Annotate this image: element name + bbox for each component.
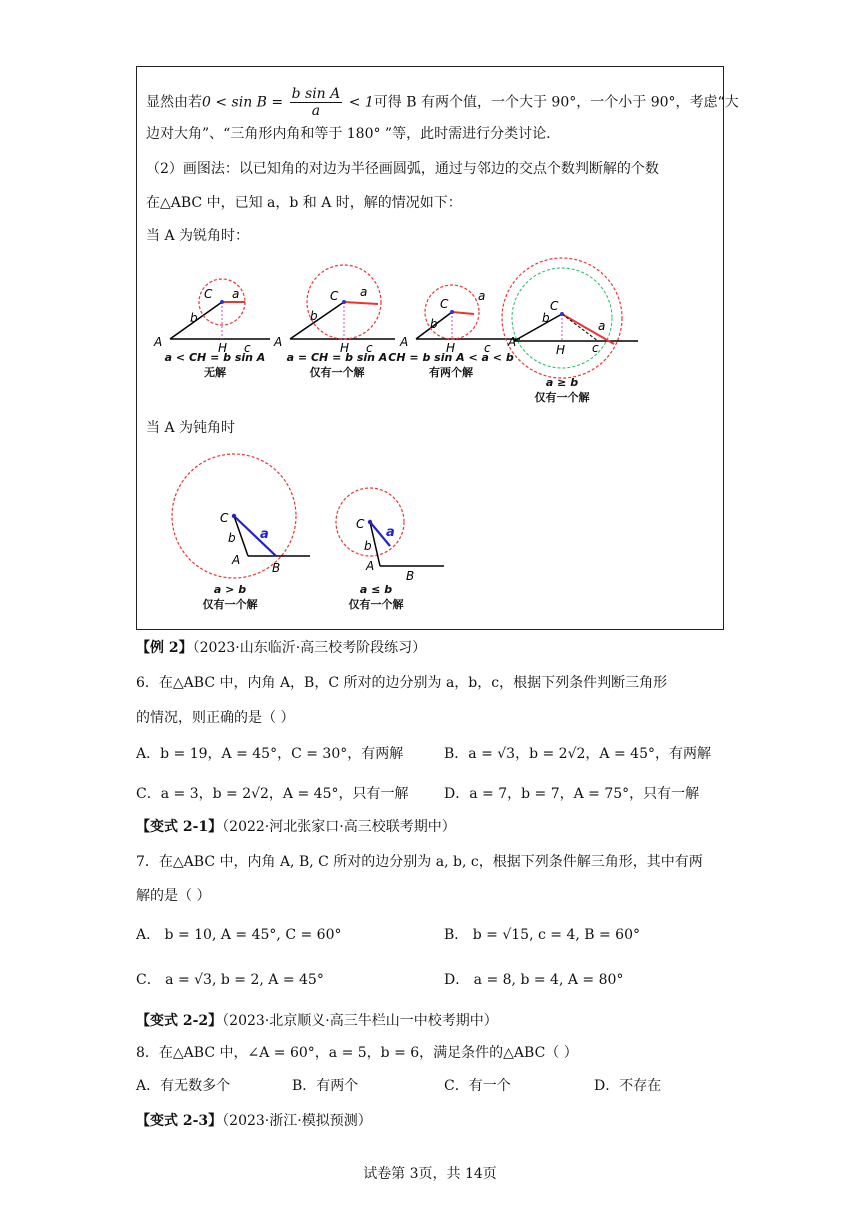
- variant23-header: 【变式 2-3】（2023·浙江·模拟预测）: [136, 1113, 372, 1129]
- example2-header: 【例 2】（2023·山东临沂·高三校考阶段练习）: [136, 640, 427, 656]
- obtuse-case-1-figure: [172, 454, 310, 578]
- svg-text:C: C: [220, 511, 229, 525]
- example2-option-a: A．b = 19，A = 45°，C = 30°，有两解: [136, 746, 404, 762]
- svg-text:c: c: [244, 341, 251, 355]
- svg-text:H: H: [218, 341, 228, 355]
- example2-option-c: C．a = 3，b = 2√2，A = 45°，只有一解: [136, 786, 409, 802]
- page-footer: 试卷第 3页，共 14页: [363, 1166, 497, 1182]
- obtuse-case-2-caption: a ≤ b 仅有一个解: [348, 583, 404, 611]
- variant21-option-c: C． a = √3, b = 2, A = 45°: [136, 972, 324, 988]
- svg-text:a: a: [232, 287, 240, 301]
- box-line-2: 边对大角”、“三角形内角和等于 180° ”等，此时需进行分类讨论.: [146, 126, 551, 142]
- obtuse-case-2-figure: [336, 488, 444, 583]
- variant21-option-d: D． a = 8, b = 4, A = 80°: [444, 972, 624, 988]
- svg-text:A: A: [508, 335, 517, 349]
- svg-text:A: A: [366, 559, 375, 573]
- variant22-stem: 8．在△ABC 中，∠A = 60°，a = 5，b = 6，满足条件的△ABC（ ）: [136, 1045, 578, 1061]
- svg-text:H: H: [340, 341, 350, 355]
- acute-case-4-caption: a ≥ b 仅有一个解: [534, 376, 590, 404]
- svg-text:C: C: [550, 299, 559, 313]
- acute-case-3-caption: CH = b sin A < a < b 有两个解: [388, 351, 514, 379]
- svg-text:A: A: [274, 335, 283, 349]
- variant22-option-d: D．不存在: [594, 1078, 662, 1094]
- svg-text:A: A: [154, 335, 163, 349]
- variant21-option-b: B． b = √15, c = 4, B = 60°: [444, 927, 640, 943]
- svg-text:B: B: [272, 561, 281, 575]
- example2-stem-2: 的情况，则正确的是（ ）: [136, 710, 295, 726]
- svg-text:b: b: [228, 531, 236, 545]
- svg-text:B: B: [406, 569, 415, 583]
- svg-text:a: a: [386, 525, 395, 540]
- example2-stem-1: 6．在△ABC 中，内角 A，B，C 所对的边分别为 a，b，c，根据下列条件判断三角形: [136, 675, 668, 691]
- variant21-stem-1: 7．在△ABC 中，内角 A, B, C 所对的边分别为 a, b, c，根据下列条件解三角形，其中有两: [136, 854, 703, 870]
- svg-text:a: a: [478, 289, 486, 303]
- obtuse-case-1-caption: a > b 仅有一个解: [202, 583, 258, 611]
- example2-option-b: B．a = √3，b = 2√2，A = 45°，有两解: [444, 746, 711, 762]
- svg-text:H: H: [446, 341, 456, 355]
- variant21-stem-2: 解的是（ ）: [136, 888, 211, 904]
- svg-text:b: b: [190, 311, 198, 325]
- svg-text:C: C: [330, 289, 339, 303]
- box-line-1: 显然由若0 < sin B = $\frac{\text{b sin A}}{a}$ < 1可得 B 有两个值，一个大于 90°，一个小于 90°，考虑“大: [146, 86, 739, 119]
- svg-text:a: a: [260, 527, 269, 542]
- svg-text:a: a: [598, 319, 606, 333]
- svg-text:C: C: [204, 287, 213, 301]
- obtuse-diagrams: [160, 448, 480, 588]
- svg-text:H: H: [556, 343, 566, 357]
- box-line-4: 在△ABC 中，已知 a，b 和 A 时，解的情况如下：: [146, 195, 462, 211]
- svg-text:a: a: [360, 285, 368, 299]
- svg-text:b: b: [430, 317, 438, 331]
- svg-text:b: b: [542, 311, 550, 325]
- variant21-header: 【变式 2-1】（2022·河北张家口·高三校联考期中）: [136, 819, 456, 835]
- acute-case-2-caption: a = CH = b sin A 仅有一个解: [286, 351, 388, 379]
- svg-text:c: c: [366, 341, 373, 355]
- svg-text:C: C: [440, 297, 449, 311]
- acute-case-1-figure: [153, 279, 270, 355]
- variant22-option-a: A．有无数多个: [136, 1078, 231, 1094]
- acute-case-4-figure: [502, 258, 638, 378]
- box-line-3: （2）画图法：以已知角的对边为半径画圆弧，通过与邻边的交点个数判断解的个数: [146, 161, 659, 177]
- svg-text:b: b: [364, 539, 372, 553]
- svg-text:b: b: [310, 309, 318, 323]
- variant21-option-a: A． b = 10, A = 45°, C = 60°: [136, 927, 342, 943]
- example2-option-d: D．a = 7，b = 7，A = 75°，只有一解: [444, 786, 700, 802]
- variant22-option-c: C．有一个: [444, 1078, 511, 1094]
- variant22-header: 【变式 2-2】（2023·北京顺义·高三牛栏山一中校考期中）: [136, 1013, 498, 1029]
- variant22-option-b: B．有两个: [292, 1078, 359, 1094]
- acute-case-1-caption: a < CH = b sin A 无解: [164, 351, 266, 379]
- svg-text:A: A: [400, 335, 409, 349]
- svg-text:c: c: [592, 341, 599, 355]
- acute-heading: 当 A 为锐角时：: [146, 228, 250, 244]
- svg-text:A: A: [232, 553, 241, 567]
- acute-case-2-figure: [273, 265, 395, 355]
- fraction: $\frac{\text{b sin A}}{a}$: [291, 86, 341, 119]
- svg-text:c: c: [484, 341, 491, 355]
- svg-text:C: C: [356, 517, 365, 531]
- obtuse-heading: 当 A 为钝角时: [146, 420, 236, 436]
